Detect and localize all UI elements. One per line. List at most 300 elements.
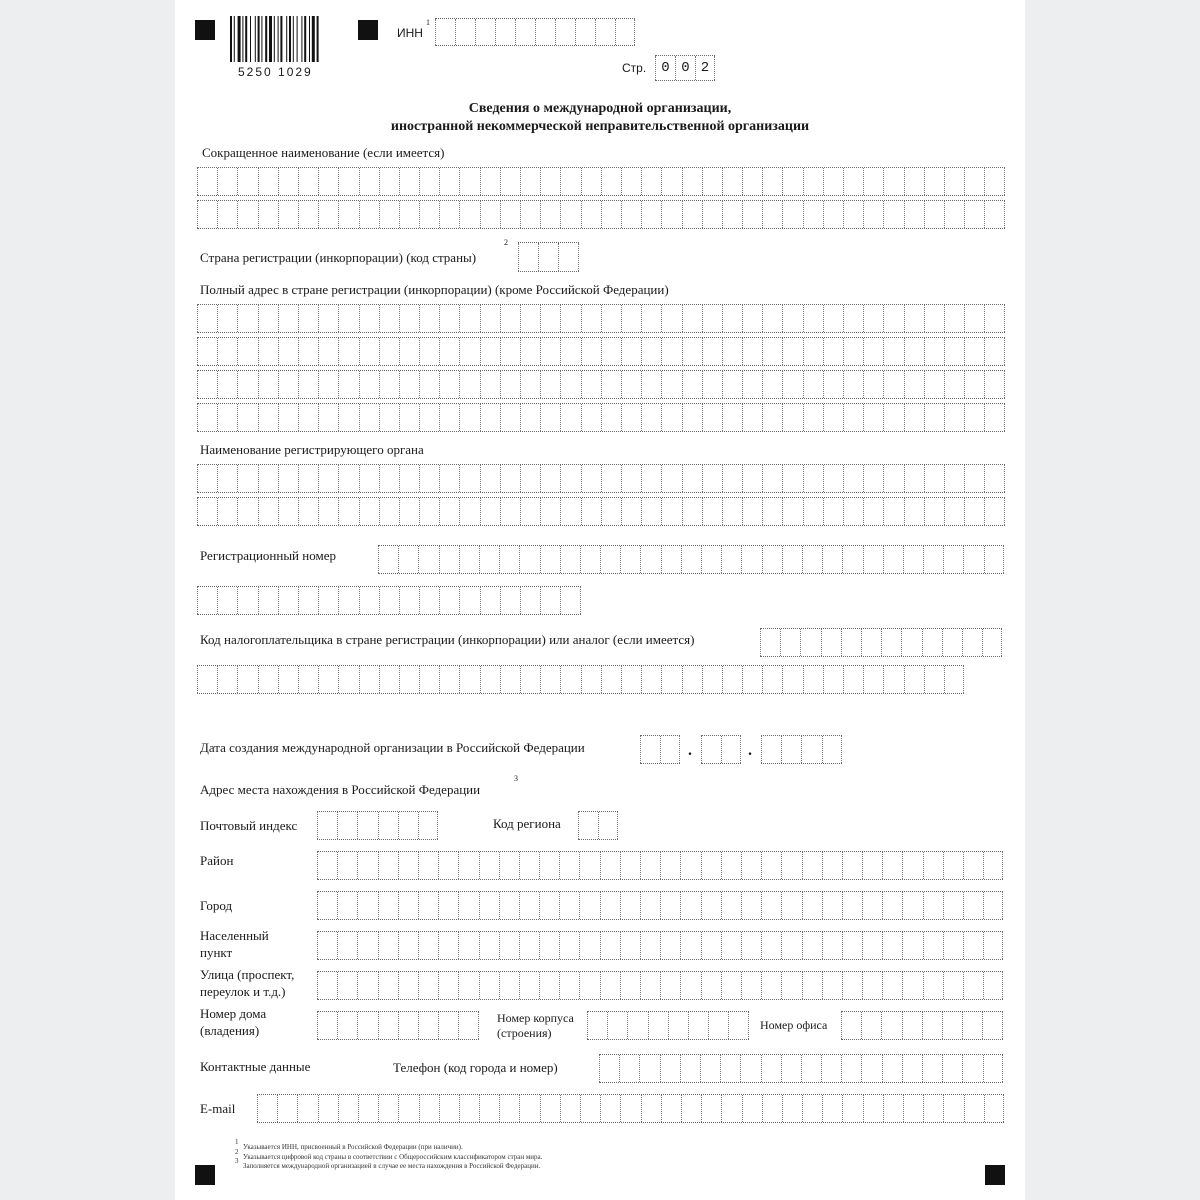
input-cell[interactable]	[742, 666, 762, 693]
input-cell[interactable]	[520, 338, 540, 365]
house-number-field[interactable]	[317, 1011, 479, 1040]
input-cell[interactable]	[761, 1055, 781, 1082]
input-cell[interactable]	[822, 546, 842, 573]
input-cell[interactable]	[237, 338, 257, 365]
input-cell[interactable]	[379, 666, 399, 693]
input-cell[interactable]	[904, 666, 924, 693]
input-cell[interactable]	[843, 168, 863, 195]
input-cell[interactable]	[803, 201, 823, 228]
reg-number-row-1[interactable]	[378, 545, 1004, 574]
input-cell[interactable]	[317, 852, 337, 879]
input-cell[interactable]	[781, 852, 801, 879]
input-cell[interactable]	[379, 371, 399, 398]
full-address-row-4[interactable]	[197, 403, 1005, 432]
input-cell[interactable]	[782, 201, 802, 228]
input-cell[interactable]	[680, 1055, 700, 1082]
input-cell[interactable]	[843, 498, 863, 525]
input-cell[interactable]	[338, 587, 358, 614]
input-cell[interactable]	[479, 546, 499, 573]
input-cell[interactable]	[598, 812, 618, 839]
input-cell[interactable]	[520, 498, 540, 525]
input-cell[interactable]	[843, 404, 863, 431]
input-cell[interactable]	[722, 201, 742, 228]
input-cell[interactable]	[378, 1012, 398, 1039]
input-cell[interactable]	[399, 201, 419, 228]
input-cell[interactable]	[842, 932, 862, 959]
input-cell[interactable]	[762, 201, 782, 228]
input-cell[interactable]	[278, 498, 298, 525]
input-cell[interactable]	[924, 201, 944, 228]
input-cell[interactable]	[680, 892, 700, 919]
input-cell[interactable]	[359, 201, 379, 228]
input-cell[interactable]	[338, 404, 358, 431]
input-cell[interactable]	[418, 932, 438, 959]
input-cell[interactable]	[581, 498, 601, 525]
input-cell[interactable]	[439, 465, 459, 492]
input-cell[interactable]	[924, 168, 944, 195]
input-cell[interactable]	[762, 1095, 782, 1122]
input-cell[interactable]	[822, 932, 842, 959]
inn-cell[interactable]	[475, 19, 495, 45]
input-cell[interactable]	[680, 972, 700, 999]
input-cell[interactable]	[479, 852, 499, 879]
input-cell[interactable]	[984, 465, 1004, 492]
input-cell[interactable]	[661, 1095, 681, 1122]
input-cell[interactable]	[963, 972, 983, 999]
input-cell[interactable]	[688, 1012, 708, 1039]
input-cell[interactable]	[722, 404, 742, 431]
input-cell[interactable]	[560, 498, 580, 525]
input-cell[interactable]	[702, 498, 722, 525]
input-cell[interactable]	[539, 932, 559, 959]
input-cell[interactable]	[823, 168, 843, 195]
input-cell[interactable]	[620, 972, 640, 999]
input-cell[interactable]	[983, 932, 1003, 959]
input-cell[interactable]	[964, 498, 984, 525]
input-cell[interactable]	[782, 338, 802, 365]
input-cell[interactable]	[619, 1055, 639, 1082]
input-cell[interactable]	[438, 892, 458, 919]
input-cell[interactable]	[641, 404, 661, 431]
input-cell[interactable]	[761, 852, 781, 879]
input-cell[interactable]	[357, 932, 377, 959]
input-cell[interactable]	[902, 972, 922, 999]
input-cell[interactable]	[822, 972, 842, 999]
input-cell[interactable]	[661, 465, 681, 492]
input-cell[interactable]	[863, 546, 883, 573]
input-cell[interactable]	[803, 666, 823, 693]
input-cell[interactable]	[904, 168, 924, 195]
input-cell[interactable]	[357, 812, 377, 839]
inn-cell[interactable]	[615, 19, 635, 45]
input-cell[interactable]	[904, 305, 924, 332]
input-cell[interactable]	[682, 465, 702, 492]
input-cell[interactable]	[761, 932, 781, 959]
input-cell[interactable]	[539, 892, 559, 919]
input-cell[interactable]	[883, 1095, 903, 1122]
input-cell[interactable]	[559, 852, 579, 879]
input-cell[interactable]	[682, 498, 702, 525]
building-number-field[interactable]	[587, 1011, 749, 1040]
input-cell[interactable]	[197, 498, 217, 525]
input-cell[interactable]	[702, 666, 722, 693]
input-cell[interactable]	[882, 1055, 902, 1082]
input-cell[interactable]	[601, 666, 621, 693]
input-cell[interactable]	[862, 932, 882, 959]
input-cell[interactable]	[560, 1095, 580, 1122]
input-cell[interactable]	[722, 465, 742, 492]
input-cell[interactable]	[480, 201, 500, 228]
input-cell[interactable]	[843, 305, 863, 332]
input-cell[interactable]	[964, 404, 984, 431]
input-cell[interactable]	[902, 932, 922, 959]
input-cell[interactable]	[520, 168, 540, 195]
input-cell[interactable]	[641, 1095, 661, 1122]
input-cell[interactable]	[883, 168, 903, 195]
input-cell[interactable]	[641, 666, 661, 693]
phone-field[interactable]	[599, 1054, 1003, 1083]
full-address-row-1[interactable]	[197, 304, 1005, 333]
input-cell[interactable]	[620, 892, 640, 919]
input-cell[interactable]	[721, 932, 741, 959]
input-cell[interactable]	[902, 892, 922, 919]
input-cell[interactable]	[258, 201, 278, 228]
input-cell[interactable]	[459, 371, 479, 398]
input-cell[interactable]	[661, 338, 681, 365]
full-address-row-3[interactable]	[197, 370, 1005, 399]
input-cell[interactable]	[661, 546, 681, 573]
input-cell[interactable]	[378, 932, 398, 959]
input-cell[interactable]	[601, 498, 621, 525]
input-cell[interactable]	[863, 168, 883, 195]
input-cell[interactable]	[599, 1055, 619, 1082]
reg-authority-row-2[interactable]	[197, 497, 1005, 526]
input-cell[interactable]	[237, 168, 257, 195]
input-cell[interactable]	[237, 587, 257, 614]
input-cell[interactable]	[379, 168, 399, 195]
input-cell[interactable]	[258, 465, 278, 492]
input-cell[interactable]	[682, 201, 702, 228]
input-cell[interactable]	[640, 736, 660, 763]
input-cell[interactable]	[317, 972, 337, 999]
input-cell[interactable]	[721, 546, 741, 573]
input-cell[interactable]	[803, 404, 823, 431]
input-cell[interactable]	[984, 338, 1004, 365]
input-cell[interactable]	[983, 852, 1003, 879]
input-cell[interactable]	[681, 1095, 701, 1122]
input-cell[interactable]	[539, 852, 559, 879]
input-cell[interactable]	[480, 587, 500, 614]
input-cell[interactable]	[581, 666, 601, 693]
input-cell[interactable]	[923, 1095, 943, 1122]
input-cell[interactable]	[962, 629, 982, 656]
input-cell[interactable]	[741, 892, 761, 919]
input-cell[interactable]	[587, 1012, 607, 1039]
input-cell[interactable]	[722, 305, 742, 332]
input-cell[interactable]	[722, 498, 742, 525]
inn-cell[interactable]	[515, 19, 535, 45]
input-cell[interactable]	[942, 1055, 962, 1082]
input-cell[interactable]	[722, 168, 742, 195]
input-cell[interactable]	[728, 1012, 748, 1039]
input-cell[interactable]	[923, 892, 943, 919]
input-cell[interactable]	[540, 1095, 560, 1122]
input-cell[interactable]	[648, 1012, 668, 1039]
input-cell[interactable]	[337, 812, 357, 839]
input-cell[interactable]	[298, 587, 318, 614]
input-cell[interactable]	[621, 498, 641, 525]
input-cell[interactable]	[923, 852, 943, 879]
input-cell[interactable]	[843, 371, 863, 398]
input-cell[interactable]	[480, 371, 500, 398]
input-cell[interactable]	[639, 1055, 659, 1082]
input-cell[interactable]	[439, 404, 459, 431]
input-cell[interactable]	[984, 498, 1004, 525]
input-cell[interactable]	[682, 305, 702, 332]
input-cell[interactable]	[863, 404, 883, 431]
input-cell[interactable]	[984, 546, 1004, 573]
inn-cell[interactable]	[455, 19, 475, 45]
input-cell[interactable]	[923, 932, 943, 959]
input-cell[interactable]	[660, 932, 680, 959]
input-cell[interactable]	[197, 305, 217, 332]
input-cell[interactable]	[418, 972, 438, 999]
input-cell[interactable]	[821, 629, 841, 656]
input-cell[interactable]	[660, 736, 680, 763]
input-cell[interactable]	[359, 465, 379, 492]
input-cell[interactable]	[197, 371, 217, 398]
input-cell[interactable]	[459, 465, 479, 492]
input-cell[interactable]	[802, 852, 822, 879]
input-cell[interactable]	[197, 465, 217, 492]
input-cell[interactable]	[802, 892, 822, 919]
input-cell[interactable]	[722, 371, 742, 398]
input-cell[interactable]	[217, 371, 237, 398]
input-cell[interactable]	[821, 1055, 841, 1082]
input-cell[interactable]	[298, 498, 318, 525]
input-cell[interactable]	[398, 892, 418, 919]
input-cell[interactable]	[782, 1095, 802, 1122]
input-cell[interactable]	[863, 305, 883, 332]
input-cell[interactable]	[621, 305, 641, 332]
inn-cell[interactable]	[495, 19, 515, 45]
input-cell[interactable]	[781, 932, 801, 959]
input-cell[interactable]	[540, 587, 560, 614]
input-cell[interactable]	[741, 546, 761, 573]
input-cell[interactable]	[258, 168, 278, 195]
input-cell[interactable]	[782, 465, 802, 492]
input-cell[interactable]	[601, 305, 621, 332]
input-cell[interactable]	[660, 852, 680, 879]
input-cell[interactable]	[943, 892, 963, 919]
input-cell[interactable]	[924, 498, 944, 525]
input-cell[interactable]	[861, 1012, 881, 1039]
input-cell[interactable]	[782, 666, 802, 693]
input-cell[interactable]	[601, 404, 621, 431]
taxpayer-code-row-2[interactable]	[197, 665, 964, 694]
input-cell[interactable]	[379, 465, 399, 492]
input-cell[interactable]	[278, 587, 298, 614]
input-cell[interactable]	[379, 498, 399, 525]
input-cell[interactable]	[518, 243, 538, 271]
input-cell[interactable]	[398, 1095, 418, 1122]
input-cell[interactable]	[843, 666, 863, 693]
input-cell[interactable]	[621, 404, 641, 431]
reg-number-row-2[interactable]	[197, 586, 581, 615]
input-cell[interactable]	[924, 465, 944, 492]
input-cell[interactable]	[944, 305, 964, 332]
input-cell[interactable]	[904, 371, 924, 398]
input-cell[interactable]	[883, 498, 903, 525]
input-cell[interactable]	[943, 546, 963, 573]
input-cell[interactable]	[398, 972, 418, 999]
input-cell[interactable]	[337, 852, 357, 879]
input-cell[interactable]	[298, 404, 318, 431]
input-cell[interactable]	[781, 1055, 801, 1082]
input-cell[interactable]	[560, 465, 580, 492]
input-cell[interactable]	[661, 305, 681, 332]
input-cell[interactable]	[702, 168, 722, 195]
input-cell[interactable]	[963, 932, 983, 959]
input-cell[interactable]	[601, 371, 621, 398]
input-cell[interactable]	[298, 465, 318, 492]
input-cell[interactable]	[842, 892, 862, 919]
input-cell[interactable]	[258, 338, 278, 365]
input-cell[interactable]	[741, 972, 761, 999]
input-cell[interactable]	[357, 1012, 377, 1039]
input-cell[interactable]	[942, 1012, 962, 1039]
input-cell[interactable]	[439, 201, 459, 228]
input-cell[interactable]	[499, 852, 519, 879]
input-cell[interactable]	[419, 587, 439, 614]
input-cell[interactable]	[881, 1012, 901, 1039]
input-cell[interactable]	[217, 305, 237, 332]
input-cell[interactable]	[418, 852, 438, 879]
input-cell[interactable]	[923, 546, 943, 573]
input-cell[interactable]	[883, 371, 903, 398]
input-cell[interactable]	[399, 305, 419, 332]
input-cell[interactable]	[197, 338, 217, 365]
input-cell[interactable]	[964, 371, 984, 398]
input-cell[interactable]	[318, 404, 338, 431]
input-cell[interactable]	[680, 932, 700, 959]
region-code-field[interactable]	[578, 811, 618, 840]
input-cell[interactable]	[861, 629, 881, 656]
input-cell[interactable]	[318, 201, 338, 228]
input-cell[interactable]	[419, 338, 439, 365]
input-cell[interactable]	[741, 932, 761, 959]
input-cell[interactable]	[963, 546, 983, 573]
input-cell[interactable]	[458, 972, 478, 999]
input-cell[interactable]	[318, 371, 338, 398]
input-cell[interactable]	[237, 371, 257, 398]
input-cell[interactable]	[357, 892, 377, 919]
input-cell[interactable]	[661, 666, 681, 693]
input-cell[interactable]	[901, 629, 921, 656]
input-cell[interactable]	[742, 168, 762, 195]
input-cell[interactable]	[964, 305, 984, 332]
input-cell[interactable]	[882, 892, 902, 919]
input-cell[interactable]	[217, 404, 237, 431]
street-field[interactable]	[317, 971, 1003, 1000]
input-cell[interactable]	[781, 736, 801, 763]
input-cell[interactable]	[701, 932, 721, 959]
input-cell[interactable]	[540, 371, 560, 398]
input-cell[interactable]	[480, 465, 500, 492]
input-cell[interactable]	[943, 1095, 963, 1122]
input-cell[interactable]	[801, 1055, 821, 1082]
input-cell[interactable]	[881, 629, 901, 656]
input-cell[interactable]	[803, 371, 823, 398]
input-cell[interactable]	[378, 1095, 398, 1122]
input-cell[interactable]	[661, 404, 681, 431]
input-cell[interactable]	[540, 546, 560, 573]
input-cell[interactable]	[298, 305, 318, 332]
inn-field[interactable]	[435, 18, 635, 46]
input-cell[interactable]	[984, 1095, 1004, 1122]
input-cell[interactable]	[863, 201, 883, 228]
input-cell[interactable]	[399, 587, 419, 614]
input-cell[interactable]	[500, 305, 520, 332]
input-cell[interactable]	[682, 371, 702, 398]
input-cell[interactable]	[560, 371, 580, 398]
input-cell[interactable]	[862, 972, 882, 999]
input-cell[interactable]	[217, 168, 237, 195]
input-cell[interactable]	[439, 168, 459, 195]
input-cell[interactable]	[640, 546, 660, 573]
input-cell[interactable]	[480, 305, 500, 332]
reg-authority-row-1[interactable]	[197, 464, 1005, 493]
input-cell[interactable]	[883, 305, 903, 332]
input-cell[interactable]	[581, 371, 601, 398]
input-cell[interactable]	[803, 465, 823, 492]
input-cell[interactable]	[904, 404, 924, 431]
input-cell[interactable]	[943, 972, 963, 999]
input-cell[interactable]	[944, 465, 964, 492]
input-cell[interactable]	[438, 852, 458, 879]
input-cell[interactable]	[337, 892, 357, 919]
input-cell[interactable]	[620, 546, 640, 573]
input-cell[interactable]	[459, 1095, 479, 1122]
input-cell[interactable]	[337, 972, 357, 999]
input-cell[interactable]	[359, 305, 379, 332]
input-cell[interactable]	[882, 972, 902, 999]
input-cell[interactable]	[278, 666, 298, 693]
input-cell[interactable]	[984, 168, 1004, 195]
input-cell[interactable]	[802, 546, 822, 573]
input-cell[interactable]	[803, 168, 823, 195]
input-cell[interactable]	[520, 305, 540, 332]
city-field[interactable]	[317, 891, 1003, 920]
input-cell[interactable]	[863, 666, 883, 693]
input-cell[interactable]	[862, 852, 882, 879]
input-cell[interactable]	[963, 892, 983, 919]
input-cell[interactable]	[984, 305, 1004, 332]
input-cell[interactable]	[782, 371, 802, 398]
input-cell[interactable]	[668, 1012, 688, 1039]
input-cell[interactable]	[439, 546, 459, 573]
input-cell[interactable]	[539, 972, 559, 999]
input-cell[interactable]	[904, 465, 924, 492]
input-cell[interactable]	[318, 587, 338, 614]
input-cell[interactable]	[943, 852, 963, 879]
input-cell[interactable]	[438, 972, 458, 999]
input-cell[interactable]	[601, 168, 621, 195]
input-cell[interactable]	[621, 168, 641, 195]
input-cell[interactable]	[761, 972, 781, 999]
input-cell[interactable]	[660, 1055, 680, 1082]
input-cell[interactable]	[399, 168, 419, 195]
